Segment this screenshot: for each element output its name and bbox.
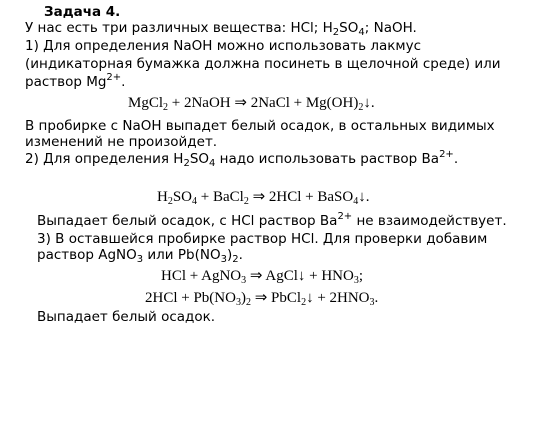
- step2-line: 2) Для определения $H_2SO_4$ надо использовать раствор $Ba^{2+}$.: [25, 149, 459, 169]
- step3-line1: 3) В оставшейся пробирке раствор HCl. Для проверки добавим: [37, 231, 488, 247]
- step1-line2: (индикаторная бумажка должна посинеть в щелочной среде) или: [25, 56, 501, 72]
- equation-2: $H_2SO_4$ + BaCl$_2$ ⇒ 2HCl + BaSO$_4$↓.: [157, 189, 370, 207]
- step3-line2: раствор AgNO$_3$ или $Pb(NO_3)_2$.: [37, 247, 243, 265]
- intro-line: У нас есть три различных вещества: HCl; $H_2SO_4$; NaOH.: [25, 20, 417, 38]
- conclusion-line: Выпадает белый осадок.: [37, 309, 216, 325]
- step1-result-line2: изменений не произойдет.: [25, 134, 218, 150]
- task-title: Задача 4.: [44, 4, 121, 20]
- step1-line1: 1) Для определения NaOH можно использовать лакмус: [25, 38, 422, 54]
- step1-result-line1: В пробирке с NaOH выпадет белый осадок, в остальных видимых: [25, 118, 495, 134]
- step1-line3: раствор $Mg^{2+}$.: [25, 72, 126, 90]
- equation-3: HCl + AgNO$_3$ ⇒ AgCl↓ + $HNO_3$;: [161, 268, 364, 286]
- step2-result-line: Выпадает белый осадок, с HCl раствор $Ba^{2+}$ не взаимодействует.: [37, 211, 507, 229]
- equation-1: MgCl$_2$ + 2NaOH ⇒ 2NaCl + $Mg(OH)_2↓$.: [128, 95, 375, 113]
- equation-4: $2HCl + Pb(NO_3)_2$ ⇒ PbCl$_2$↓ + $2HNO_3$.: [145, 290, 379, 308]
